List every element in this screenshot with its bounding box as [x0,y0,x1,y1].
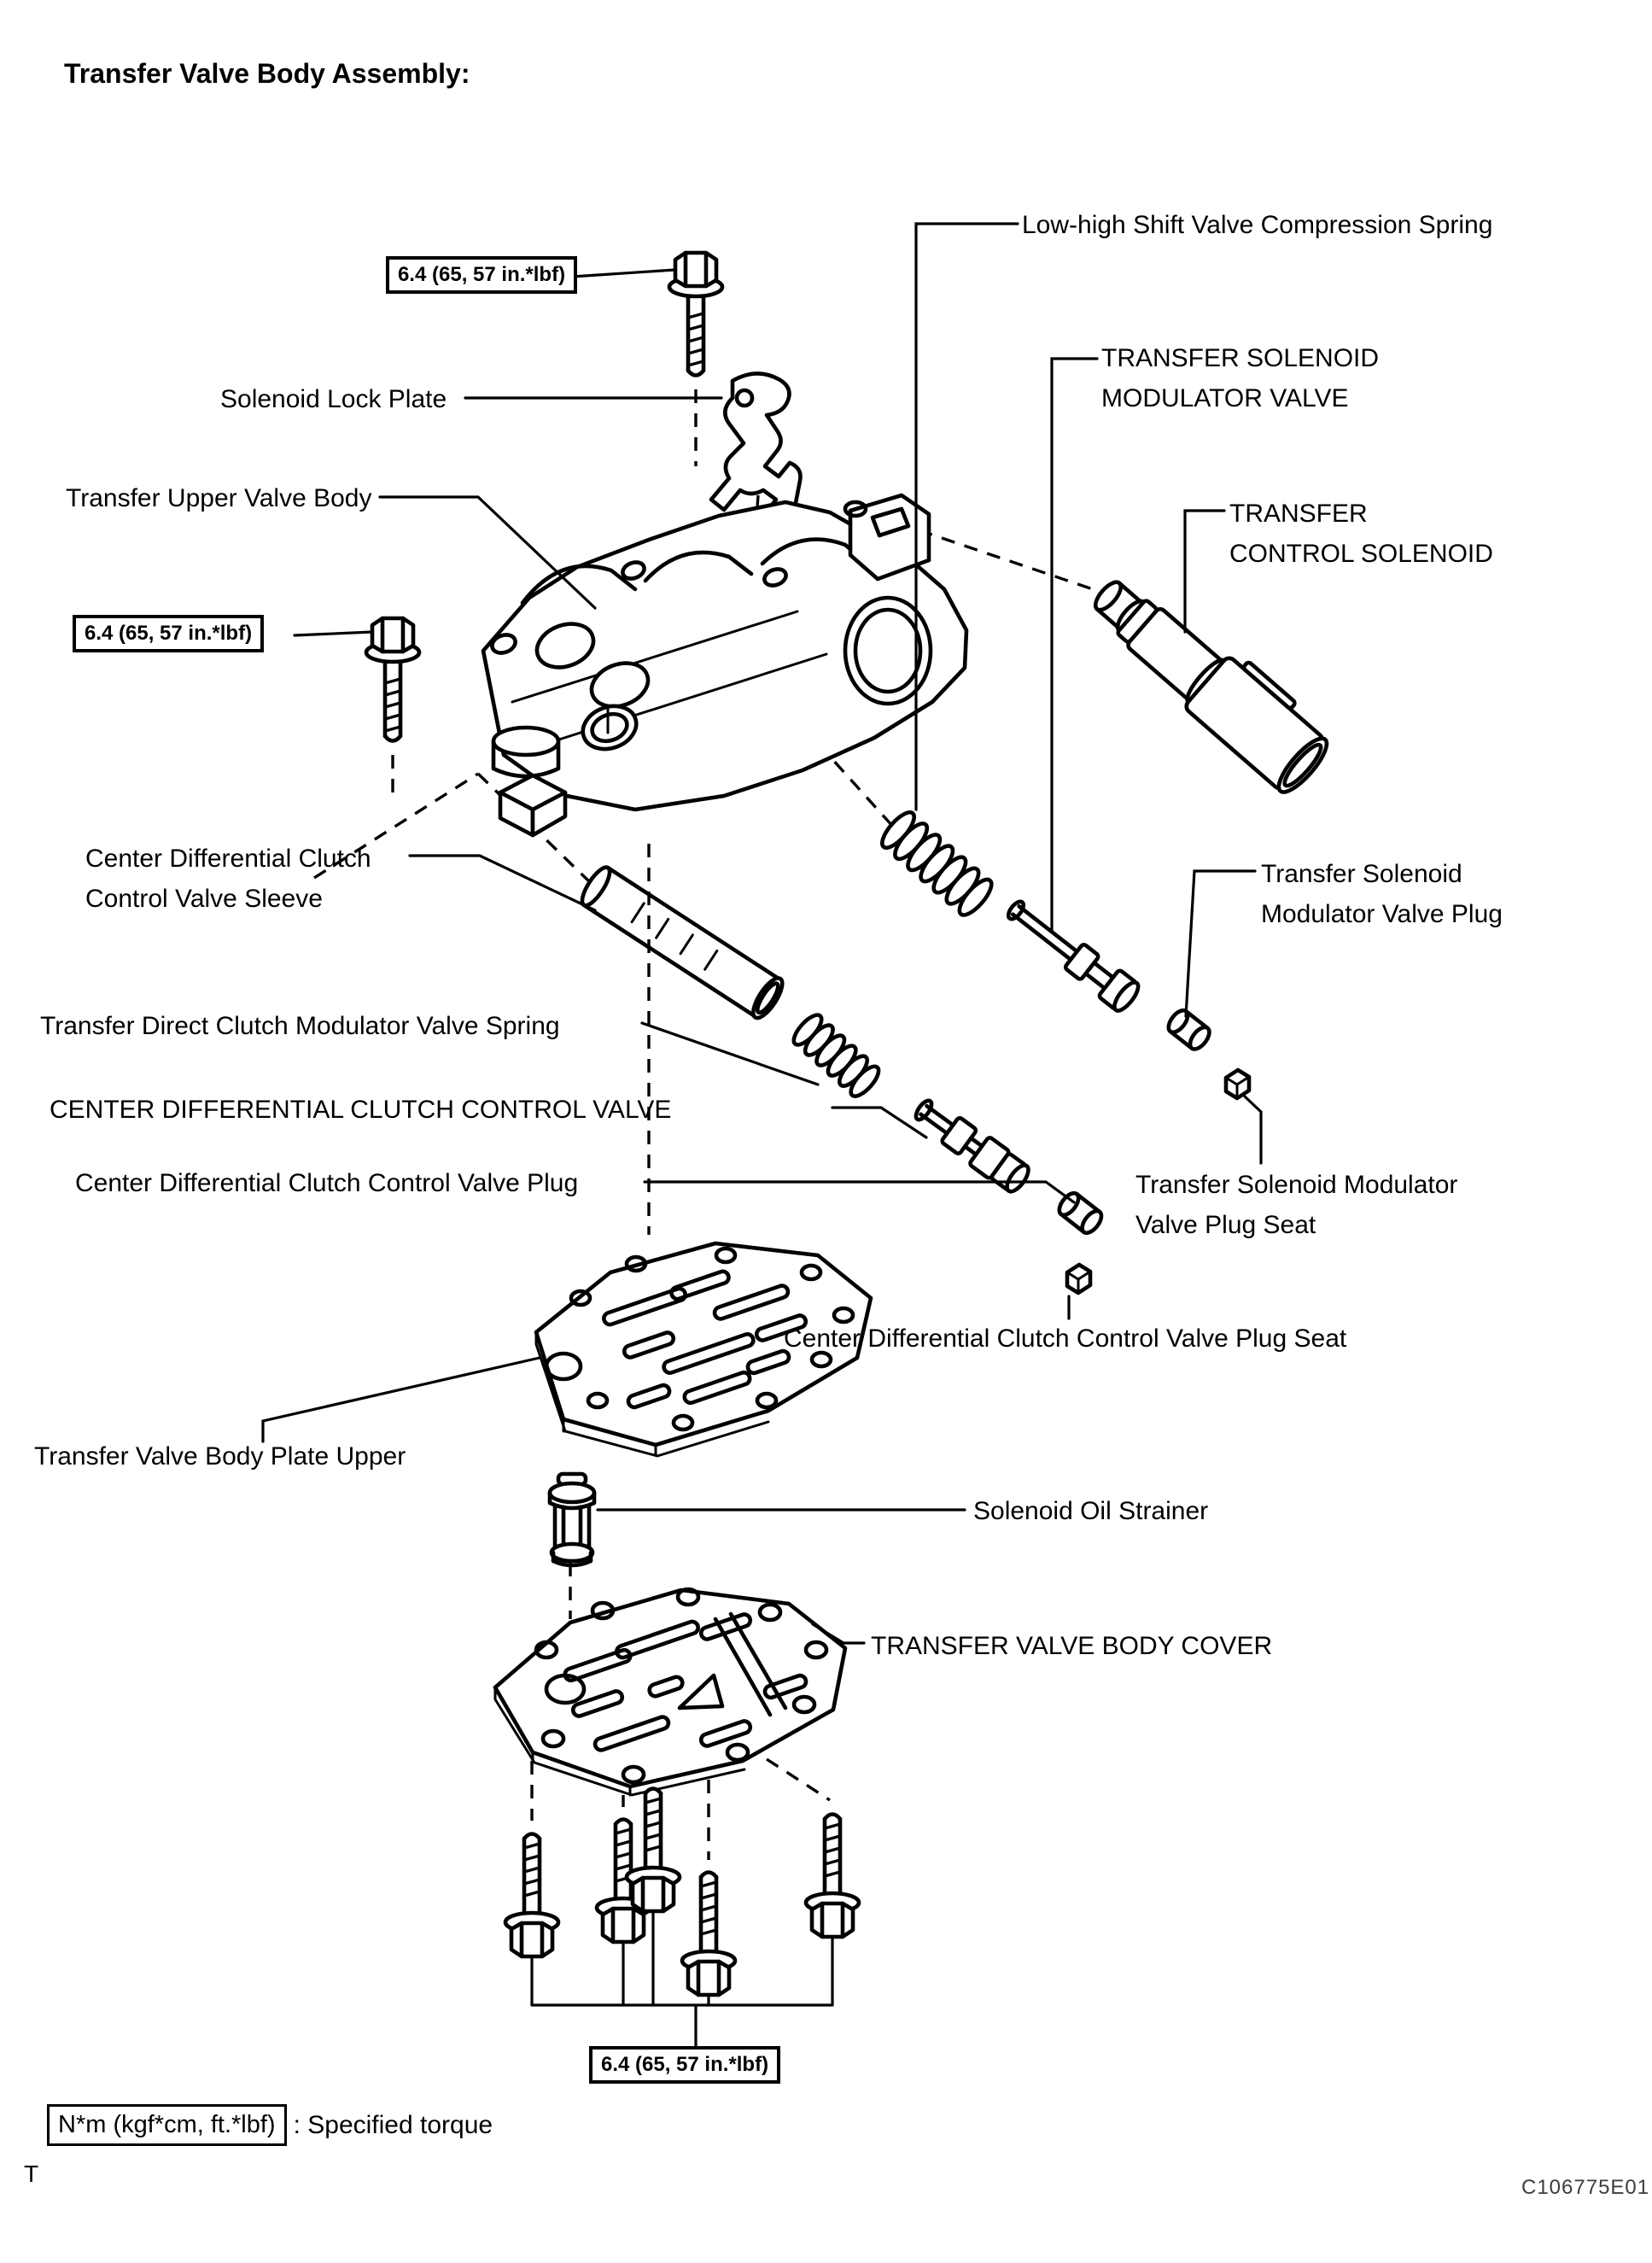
label-transfer-control-solenoid [1229,494,1493,574]
label-solenoid-oil-strainer: Solenoid Oil Strainer [973,1497,1209,1525]
torque-spec-box-left: 6.4 (65, 57 in.*lbf) [73,615,264,652]
part-transfer-solenoid-modulator-valve-plug [1165,1007,1212,1052]
leader-lines [263,224,1261,2048]
figure-code: C106775E01 [1521,2176,1650,2199]
leader-direct-clutch-spring [642,1023,818,1085]
part-transfer-solenoid-modulator-valve [1001,894,1142,1015]
label-transfer-valve-body-plate-upper: Transfer Valve Body Plate Upper [34,1442,406,1471]
label-center-diff-clutch-control-valve-plug-seat: Center Differential Clutch Control Valve Plug Seat [784,1324,1347,1353]
label-line: Transfer Solenoid [1261,860,1462,888]
leader-torque-top [572,270,674,277]
part-cover-bolts [505,1789,859,1996]
label-line: TRANSFER [1229,500,1368,528]
label-line: Valve Plug Seat [1135,1211,1316,1239]
part-upper-bolt-right [669,253,722,376]
leader-transfer-solenoid-modulator-valve [1052,359,1097,931]
label-transfer-solenoid-modulator-valve [1101,338,1379,418]
part-center-diff-clutch-control-valve-sleeve [577,863,788,1021]
leader-modulator-valve-plug [1186,871,1255,1016]
label-line: Modulator Valve Plug [1261,900,1503,928]
leader-plate-upper [263,1358,540,1441]
torque-spec-box-bottom: 6.4 (65, 57 in.*lbf) [589,2046,780,2084]
part-center-diff-clutch-control-valve-plug [1055,1190,1105,1236]
torque-legend-meaning: : Specified torque [293,2110,493,2139]
part-transfer-control-solenoid [1080,558,1340,798]
leader-transfer-control-solenoid [1185,511,1224,632]
part-low-high-shift-valve-compression-spring [877,808,996,920]
label-line: MODULATOR VALVE [1101,384,1349,412]
label-center-diff-clutch-control-valve: CENTER DIFFERENTIAL CLUTCH CONTROL VALVE [50,1096,672,1124]
part-center-diff-clutch-control-valve-plug-seat [1067,1265,1090,1293]
part-transfer-valve-body-cover [495,1589,845,1795]
part-upper-bolt-left [366,618,419,741]
torque-spec-box-top: 6.4 (65, 57 in.*lbf) [386,256,577,294]
part-transfer-direct-clutch-modulator-valve-spring [790,1011,884,1101]
leader-torque-bottom-bus [532,1913,832,2048]
label-transfer-solenoid-modulator-valve-plug-seat [1135,1165,1457,1245]
label-low-high-shift-valve-compression-spring: Low-high Shift Valve Compression Spring [1022,211,1493,239]
label-center-diff-clutch-control-valve-plug: Center Differential Clutch Control Valve Plug [75,1169,579,1197]
label-line: TRANSFER SOLENOID [1101,344,1380,372]
label-transfer-valve-body-cover: TRANSFER VALVE BODY COVER [871,1632,1273,1660]
leader-low-high-spring [916,224,1018,810]
label-center-diff-clutch-control-valve-sleeve [85,839,371,919]
label-line: Center Differential Clutch [85,845,371,873]
leader-control-valve-sleeve [410,856,595,910]
label-transfer-upper-valve-body: Transfer Upper Valve Body [66,484,372,512]
label-line: CONTROL SOLENOID [1229,540,1493,568]
label-line: Transfer Solenoid Modulator [1135,1171,1458,1199]
leader-modulator-plug-seat [1245,1096,1261,1163]
page-corner-mark: T [24,2161,39,2187]
label-solenoid-lock-plate: Solenoid Lock Plate [220,385,447,413]
part-transfer-upper-valve-body [483,495,966,835]
label-transfer-solenoid-modulator-valve-plug [1261,854,1503,934]
page-title: Transfer Valve Body Assembly: [64,58,470,89]
torque-unit-box: N*m (kgf*cm, ft.*lbf) [47,2104,287,2146]
leader-center-diff-control-valve [832,1108,926,1137]
label-line: Control Valve Sleeve [85,885,323,913]
leader-torque-left [295,632,372,635]
part-solenoid-oil-strainer [550,1474,594,1565]
torque-legend [47,2104,493,2146]
part-transfer-solenoid-modulator-valve-plug-seat [1226,1070,1249,1098]
label-transfer-direct-clutch-modulator-valve-spring: Transfer Direct Clutch Modulator Valve Spring [40,1012,560,1040]
